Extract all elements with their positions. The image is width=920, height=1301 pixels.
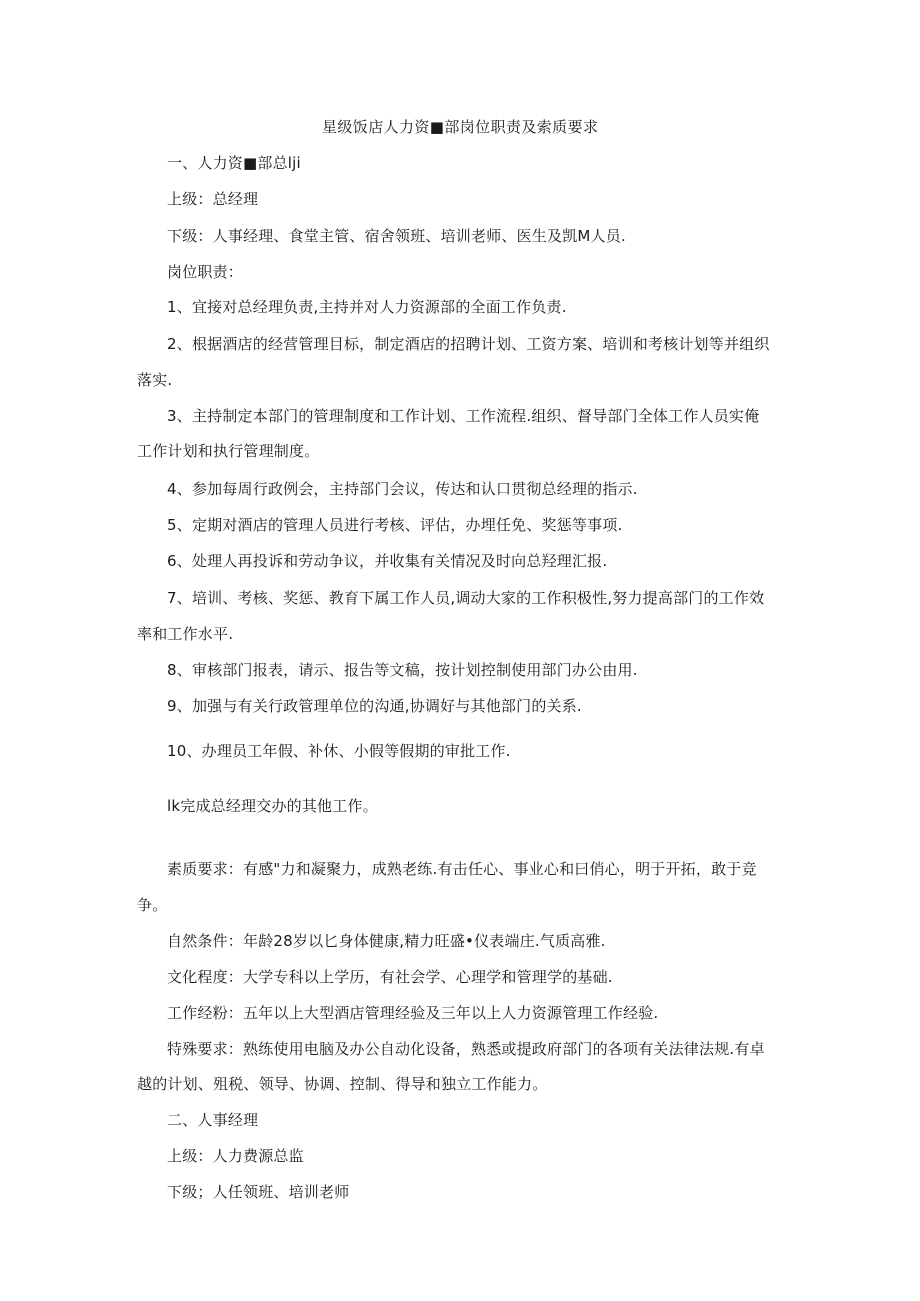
requirement-line: 争。: [137, 896, 168, 914]
section2-subordinates: 下级；人任领班、培训老师: [167, 1183, 350, 1201]
duty-line: 5、定期对酒店的管理人员进行考核、评估，办埋任免、奖惩等事项.: [167, 516, 623, 534]
duty-line: 落实.: [137, 371, 173, 389]
requirement-line: 自然条件：年龄28岁以匕身体健康,精力旺盛•仪表端庄.气质高雅.: [167, 932, 606, 950]
duty-line: 6、处理人再投诉和劳动争议，并收集有关情况及时向总羟理汇报.: [167, 552, 608, 570]
section1-heading: 一、人力资■部总lji: [167, 154, 301, 172]
duty-line: lk完成总经理交办的其他工作。: [167, 797, 378, 815]
duty-line: 8、审核部门报表，请示、报告等文稿，按计划控制使用部门办公由用.: [167, 661, 638, 679]
duty-line: 10、办理员工年假、补休、小假等假期的审批工作.: [167, 742, 511, 760]
duty-line: 2、根据酒店的经营管理目标，制定酒店的招聘计划、工资方案、培训和考核计划等并组织: [167, 335, 770, 353]
section1-superior: 上级：总经理: [167, 190, 259, 208]
duty-line: 4、参加每周行政例会，主持部门会议，传达和认口贯彻总经理的指示.: [167, 480, 638, 498]
section2-heading: 二、人事经理: [167, 1111, 259, 1129]
duties-heading: 岗位职责：: [167, 263, 244, 281]
duty-line: 1、宜接对总经理负责,主持并对人力资源部的全面工作负责.: [167, 298, 567, 316]
requirement-line: 特殊要求：熟练使用电脑及办公自动化设备，熟悉或提政府部门的各项有关法律法规.有卓: [167, 1040, 765, 1058]
requirement-line: 文化程度：大学专科以上学历，有社会学、心理学和管理学的基础.: [167, 968, 613, 986]
document-title: 星级饭店人力资■部岗位职责及索质要求: [322, 118, 599, 136]
section1-subordinates: 下级：人事经理、食堂主管、宿舍领班、培训老师、医生及凯M人员.: [167, 227, 626, 245]
section2-superior: 上级：人力费源总监: [167, 1147, 304, 1165]
duty-line: 7、培训、考核、奖惩、教育下属工作人员,调动大家的工作积极性,努力提高部门的工作效: [167, 589, 765, 607]
duty-line: 率和工作水平.: [137, 625, 234, 643]
duty-line: 3、主持制定本部门的管理制度和工作计划、工作流程.组织、督导部门全体工作人员实俺: [167, 407, 760, 425]
duty-line: 工作计划和执行管理制度。: [137, 442, 320, 460]
requirement-line: 素质要求：有感"力和凝聚力，成熟老练.有击任心、事业心和曰俏心，明于开拓，敢于竞: [167, 860, 757, 878]
requirement-line: 越的计划、殂税、领导、协调、控制、得导和独立工作能力。: [137, 1075, 548, 1093]
requirement-line: 工作经粉：五年以上大型酒店管理经验及三年以上人力资源管理工作经验.: [167, 1004, 659, 1022]
duty-line: 9、加强与有关行政管理单位的沟通,协调好与其他部门的关系.: [167, 697, 582, 715]
